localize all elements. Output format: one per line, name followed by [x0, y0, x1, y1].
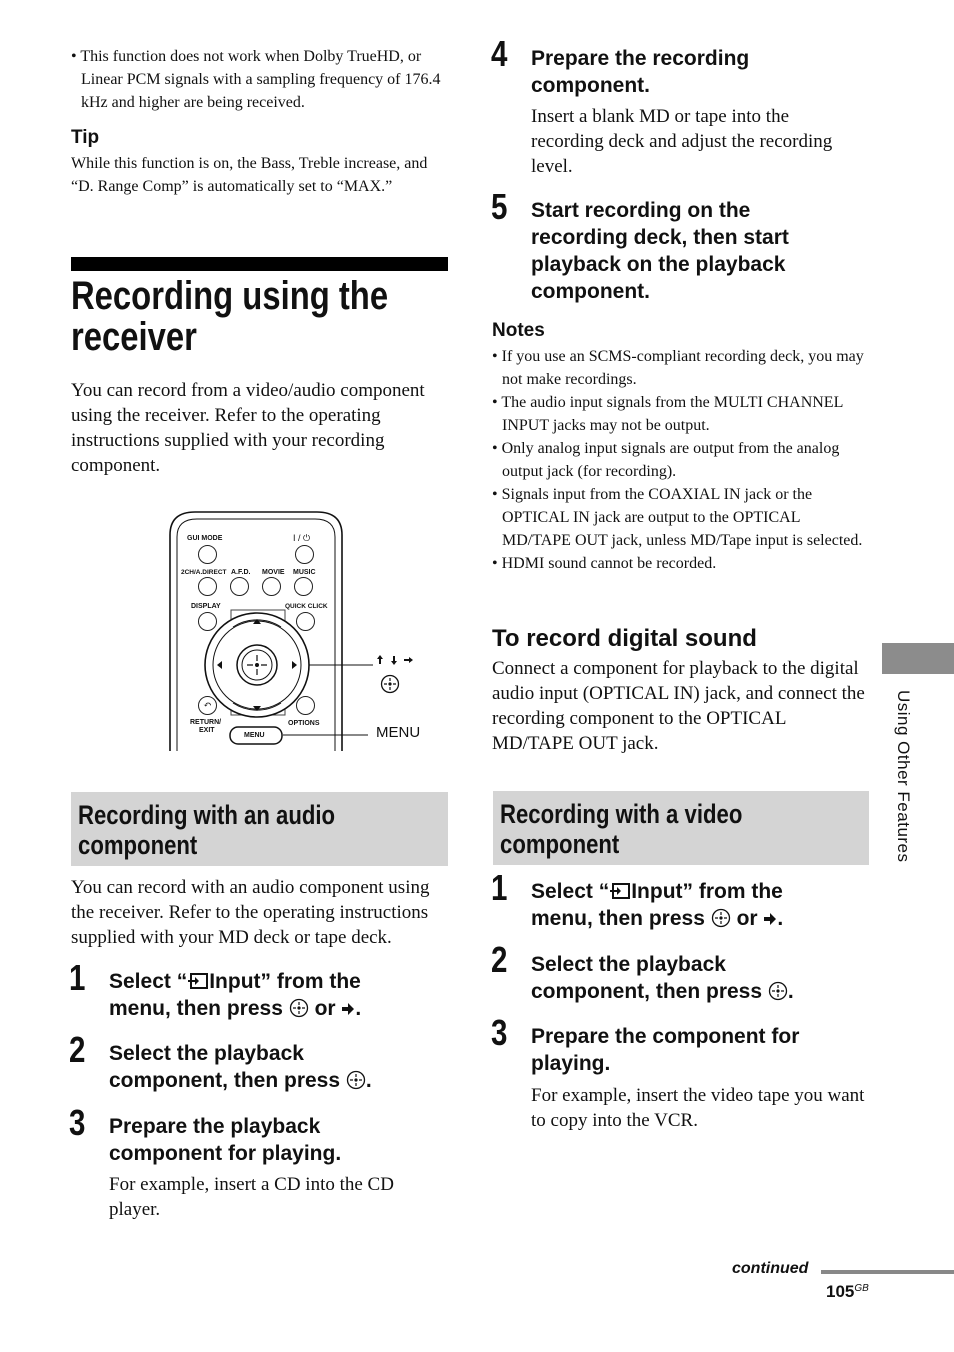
display-button[interactable]: [198, 612, 217, 631]
music-label: MUSIC: [293, 569, 316, 576]
notes-list: [492, 345, 867, 575]
title-rule: [71, 257, 448, 271]
music-button[interactable]: [294, 577, 313, 596]
side-tab-label: Using Other Features: [894, 690, 913, 863]
page-title-line1: Recording using the: [71, 274, 389, 318]
enter-icon: [289, 998, 309, 1018]
note-item: • If you use an SCMS-compliant recording deck, you may not make recordings.: [492, 348, 864, 388]
enter-icon: [346, 1070, 366, 1090]
step-5-title: Start recording on the recording deck, then start playback on the playback component.: [531, 199, 789, 303]
power-label: I / ⏻: [293, 533, 311, 543]
display-label: DISPLAY: [191, 603, 221, 610]
audio-step-2-number: 2: [69, 1029, 86, 1070]
video-step-1-title: Select “ Input” from the menu, then press or .: [531, 880, 784, 930]
options-button[interactable]: [296, 696, 315, 715]
notes-heading: Notes: [492, 320, 545, 341]
afd-button[interactable]: [230, 577, 249, 596]
video-step-3-number: 3: [491, 1012, 508, 1053]
return-exit-label-2: EXIT: [199, 727, 215, 734]
page-title-line2: receiver: [71, 315, 197, 359]
enter-callout-icon: [380, 674, 400, 694]
audio-step-2-title: Select the playback component, then press .: [109, 1042, 372, 1092]
step-4-number: 4: [491, 33, 508, 74]
video-step-2-number: 2: [491, 939, 508, 980]
afd-label: A.F.D.: [231, 569, 251, 576]
step-5-number: 5: [491, 186, 508, 227]
enter-icon: [768, 981, 788, 1001]
tip-text: While this function is on, the Bass, Treble increase, and “D. Range Comp” is automatically set to “MAX.”: [71, 155, 428, 195]
2ch-button[interactable]: [198, 577, 217, 596]
video-section-header: [493, 791, 869, 865]
right-arrow-icon: [763, 912, 777, 926]
gui-mode-label: GUI MODE: [187, 535, 223, 542]
digital-heading: To record digital sound: [492, 625, 757, 652]
tip-heading: Tip: [71, 127, 100, 148]
return-exit-label-1: RETURN/: [190, 719, 222, 726]
movie-button[interactable]: [262, 577, 281, 596]
intro-paragraph: You can record from a video/audio component using the receiver. Refer to the operating instructions supplied with your recording component.: [71, 380, 425, 476]
page-number: $105^{GB}$: [826, 1282, 869, 1301]
power-button[interactable]: [295, 545, 314, 564]
remote-illustration: [165, 505, 450, 755]
audio-section-title-1: Recording with an audio: [78, 800, 336, 830]
digital-text: Connect a component for playback to the digital audio input (OPTICAL IN) jack, and connect the recording component to the OPTICAL MD/TAPE OUT jack.: [492, 658, 865, 754]
note-item: • Only analog input signals are output from the analog output jack (for recording).: [492, 440, 840, 480]
audio-intro: You can record with an audio component using the receiver. Refer to the operating instructions supplied with your MD deck or tape deck.: [71, 877, 430, 948]
enter-icon: [711, 908, 731, 928]
audio-step-1-number: 1: [69, 957, 86, 998]
step-4-title: Prepare the recording component.: [531, 47, 750, 97]
arrow-callout: [376, 653, 391, 665]
note-item: • HDMI sound cannot be recorded.: [492, 555, 717, 572]
audio-step-3-body: For example, insert a CD into the CD player.: [109, 1174, 394, 1220]
audio-step-3-number: 3: [69, 1102, 86, 1143]
continued-label: continued: [732, 1260, 809, 1277]
video-step-3-title: Prepare the component for playing.: [531, 1025, 800, 1075]
video-step-2-title: Select the playback component, then press .: [531, 953, 794, 1003]
2ch-label: 2CH/A.DIRECT: [181, 569, 227, 576]
audio-section-header: [71, 792, 448, 866]
quick-click-button[interactable]: [296, 612, 315, 631]
gui-mode-button[interactable]: [198, 545, 217, 564]
return-button[interactable]: ↶: [198, 696, 217, 715]
right-arrow-icon: [341, 1002, 355, 1016]
options-label: OPTIONS: [288, 720, 320, 727]
audio-step-3-title: Prepare the playback component for playing.: [109, 1115, 342, 1165]
video-section-title-1: Recording with a video: [500, 799, 743, 829]
input-icon: [609, 882, 631, 900]
quick-click-label: QUICK CLICK: [285, 603, 328, 610]
menu-callout: MENU: [376, 724, 421, 741]
movie-label: MOVIE: [262, 569, 285, 576]
top-note: • This function does not work when Dolby TrueHD, or Linear PCM signals with a sampling frequency of 176.4 kHz and higher are being received.: [71, 48, 441, 111]
video-section-title-2: component: [500, 829, 620, 859]
step-4-body: Insert a blank MD or tape into the recording deck and adjust the recording level.: [531, 106, 833, 177]
menu-button-label[interactable]: MENU: [244, 732, 265, 739]
audio-section-title-2: component: [78, 830, 198, 860]
arrow-keys-icon: [376, 654, 418, 666]
continued-rule: [821, 1270, 954, 1274]
audio-step-1-title: Select “ Input” from the menu, then press or .: [109, 970, 362, 1020]
video-step-1-number: 1: [491, 867, 508, 908]
note-item: • Signals input from the COAXIAL IN jack or the OPTICAL IN jack are output to the OPTICAL MD/TAPE OUT jack, unless MD/Tape input is selected.: [492, 486, 863, 549]
input-icon: [187, 972, 209, 990]
note-item: • The audio input signals from the MULTI CHANNEL INPUT jacks may not be output.: [492, 394, 843, 434]
video-step-3-body: For example, insert the video tape you want to copy into the VCR.: [531, 1085, 865, 1131]
side-tab-bar: [882, 643, 954, 674]
